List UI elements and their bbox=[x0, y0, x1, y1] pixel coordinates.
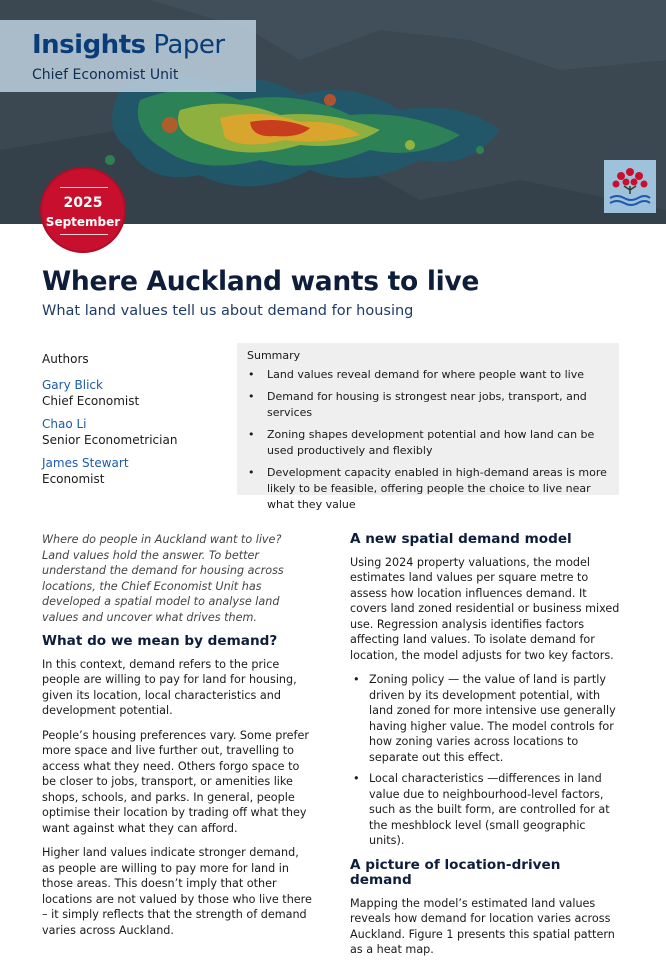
council-logo bbox=[604, 160, 656, 213]
factor-list bbox=[350, 672, 620, 849]
left-column bbox=[42, 532, 312, 947]
unit-name: Chief Economist Unit bbox=[32, 67, 179, 83]
summary-item: • Land values reveal demand for where people want to live bbox=[247, 367, 607, 383]
authors-block bbox=[42, 352, 222, 494]
summary-label: Summary bbox=[247, 349, 301, 362]
author-item bbox=[42, 377, 222, 409]
section-heading-spatial-model: A new spatial demand model bbox=[350, 531, 572, 547]
authors-label: Authors bbox=[42, 352, 89, 366]
insights-paper-title-box bbox=[0, 20, 256, 92]
author-name[interactable]: James Stewart bbox=[42, 456, 129, 470]
brand-title: Insights Paper bbox=[32, 30, 225, 60]
badge-month: September bbox=[45, 215, 121, 229]
body-paragraph: In this context, demand refers to the price people are willing to pay for land for housing, given its location, local characteristics and development potential. bbox=[42, 657, 297, 717]
badge-divider-top bbox=[60, 187, 108, 188]
author-role: Economist bbox=[42, 472, 105, 486]
author-role: Senior Econometrician bbox=[42, 433, 178, 447]
body-paragraph: Using 2024 property valuations, the model estimates land values per square metre to assess how location influences demand. It covers land zoned residential or business mixed use. Regression analysis identifies factors affecting land values. To isolate demand for location, the model adjusts for two key factors. bbox=[350, 555, 620, 662]
page-subtitle: What land values tell us about demand for housing bbox=[42, 303, 414, 319]
date-badge bbox=[40, 167, 126, 253]
summary-item: • Zoning shapes development potential and how land can be used productively and flexibly bbox=[247, 427, 607, 459]
badge-divider-bottom bbox=[60, 234, 108, 235]
factor-item: • Zoning policy — the value of land is partly driven by its development potential, with land zoned for more intensive use generally having higher value. The model controls for how zoning varies across locations to separate out this effect. bbox=[350, 672, 620, 765]
right-column bbox=[350, 532, 620, 967]
body-paragraph: Mapping the model’s estimated land values reveals how demand for location varies across Auckland. Figure 1 presents this spatial pattern as a heat map. bbox=[350, 896, 615, 956]
body-paragraph: People’s housing preferences vary. Some prefer more space and live further out, travelling to access what they need. Others forgo space to be closer to jobs, transport, or amenities like shops, schools, and parks. In general, people optimise their location by trading off what they want against what they can afford. bbox=[42, 728, 309, 835]
badge-year: 2025 bbox=[63, 195, 103, 211]
summary-box bbox=[237, 343, 619, 511]
author-item bbox=[42, 455, 222, 487]
intro-paragraph: Where do people in Auckland want to live? Land values hold the answer. To better understand the demand for housing across locations, the Chief Economist Unit has developed a spatial model to analyse land values and uncover what drives them. bbox=[42, 533, 284, 624]
section-heading-location-demand: A picture of location-driven demand bbox=[350, 856, 561, 888]
summary-item: • Development capacity enabled in high-demand areas is more likely to be feasible, offering people the choice to live near what they value bbox=[247, 465, 607, 513]
factor-item: • Local characteristics —differences in land value due to neighbourhood-level factors, such as the built form, are controlled for at the meshblock level (small geographic units). bbox=[350, 771, 620, 849]
summary-item: • Demand for housing is strongest near jobs, transport, and services bbox=[247, 389, 607, 421]
author-item bbox=[42, 416, 222, 448]
author-role: Chief Economist bbox=[42, 394, 140, 408]
pohutukawa-logo-icon bbox=[604, 160, 656, 213]
summary-list bbox=[247, 367, 607, 513]
body-paragraph: Higher land values indicate stronger demand, as people are willing to pay more for land in those areas. This doesn’t imply that other locations are not valued by those who live there – it simply reflects that the strength of demand varies across Auckland. bbox=[42, 846, 312, 937]
author-name[interactable]: Gary Blick bbox=[42, 378, 103, 392]
page-title: Where Auckland wants to live bbox=[42, 266, 480, 297]
section-heading-demand: What do we mean by demand? bbox=[42, 633, 278, 649]
author-name[interactable]: Chao Li bbox=[42, 417, 87, 431]
